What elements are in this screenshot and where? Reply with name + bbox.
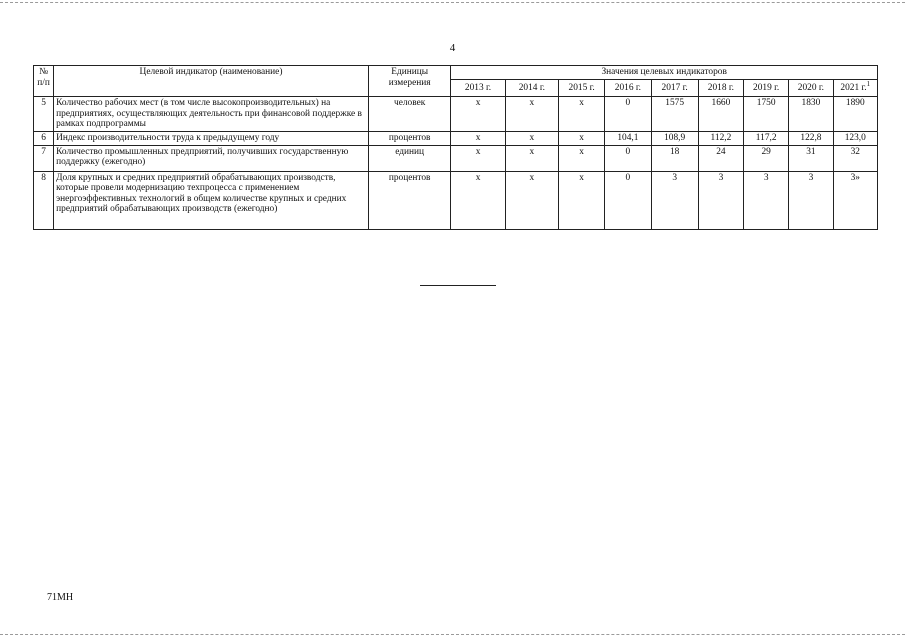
header-year: 2020 г.: [789, 79, 833, 97]
footer-code: 71МН: [47, 592, 74, 603]
row-value: x: [451, 97, 505, 132]
indicators-table: [33, 65, 878, 230]
row-value: 24: [698, 145, 743, 171]
row-value: 0: [605, 145, 651, 171]
row-value: x: [559, 97, 605, 132]
header-indicator: Целевой индикатор (наименование): [54, 66, 369, 97]
row-value: 3: [698, 171, 743, 229]
row-value: 3: [744, 171, 789, 229]
row-value: 18: [651, 145, 698, 171]
header-year: 2018 г.: [698, 79, 743, 97]
header-values: Значения целевых индикаторов: [451, 66, 878, 80]
row-num: 7: [34, 145, 54, 171]
row-value: 1660: [698, 97, 743, 132]
end-divider-line: [420, 285, 496, 286]
row-value: 1890: [833, 97, 877, 132]
row-indicator-name: Количество рабочих мест (в том числе высокопроизводительных) на предприятиях, осуществляющих деятельность при финансовой поддержке в рамках подпрограммы: [54, 97, 369, 132]
row-value: 117,2: [744, 132, 789, 146]
header-year-last: 2021 г.$^1$: [833, 79, 877, 97]
row-unit: процентов: [368, 132, 450, 146]
row-num: 5: [34, 97, 54, 132]
row-num: 6: [34, 132, 54, 146]
row-value: x: [559, 145, 605, 171]
footnote-marker: 1: [866, 79, 871, 88]
row-value: 122,8: [789, 132, 833, 146]
header-year: 2013 г.: [451, 79, 505, 97]
row-value: 1575: [651, 97, 698, 132]
header-year: 2019 г.: [744, 79, 789, 97]
row-value: x: [451, 132, 505, 146]
row-value: x: [451, 171, 505, 229]
row-value: 3»: [833, 171, 877, 229]
header-year: 2014 г.: [505, 79, 558, 97]
row-value: x: [451, 145, 505, 171]
table-row: [34, 171, 878, 229]
table-header-row: [34, 66, 878, 80]
row-unit: процентов: [368, 171, 450, 229]
row-indicator-name: Индекс производительности труда к предыдущему году: [54, 132, 369, 146]
row-value: 104,1: [605, 132, 651, 146]
table-row: [34, 145, 878, 171]
row-unit: единиц: [368, 145, 450, 171]
row-value: 3: [789, 171, 833, 229]
header-num: № п/п: [34, 66, 54, 97]
row-value: x: [559, 132, 605, 146]
row-value: 0: [605, 171, 651, 229]
page-number: 4: [449, 42, 456, 54]
row-value: 123,0: [833, 132, 877, 146]
row-value: 1750: [744, 97, 789, 132]
row-value: x: [505, 97, 558, 132]
row-value: 3: [651, 171, 698, 229]
row-num: 8: [34, 171, 54, 229]
table-row: [34, 132, 878, 146]
header-year: 2015 г.: [559, 79, 605, 97]
row-value: 29: [744, 145, 789, 171]
row-indicator-name: Количество промышленных предприятий, получивших государственную поддержку (ежегодно): [54, 145, 369, 171]
row-value: 112,2: [698, 132, 743, 146]
page-bottom-edge: [0, 634, 905, 635]
row-value: 108,9: [651, 132, 698, 146]
row-value: 32: [833, 145, 877, 171]
row-indicator-name: Доля крупных и средних предприятий обрабатывающих производств, которые провели модернизацию техпроцесса с применением энергоэффективных технологий в общем количестве крупных и средних предприятий обрабатывающих производств (ежегодно): [54, 171, 369, 229]
row-value: x: [505, 132, 558, 146]
row-value: x: [505, 145, 558, 171]
row-value: x: [505, 171, 558, 229]
row-unit: человек: [368, 97, 450, 132]
row-value: x: [559, 171, 605, 229]
header-year: 2016 г.: [605, 79, 651, 97]
header-units: Единицы измерения: [368, 66, 450, 97]
header-year: 2017 г.: [651, 79, 698, 97]
row-value: 1830: [789, 97, 833, 132]
table-row: [34, 97, 878, 132]
page-top-edge: [0, 2, 905, 3]
row-value: 0: [605, 97, 651, 132]
row-value: 31: [789, 145, 833, 171]
